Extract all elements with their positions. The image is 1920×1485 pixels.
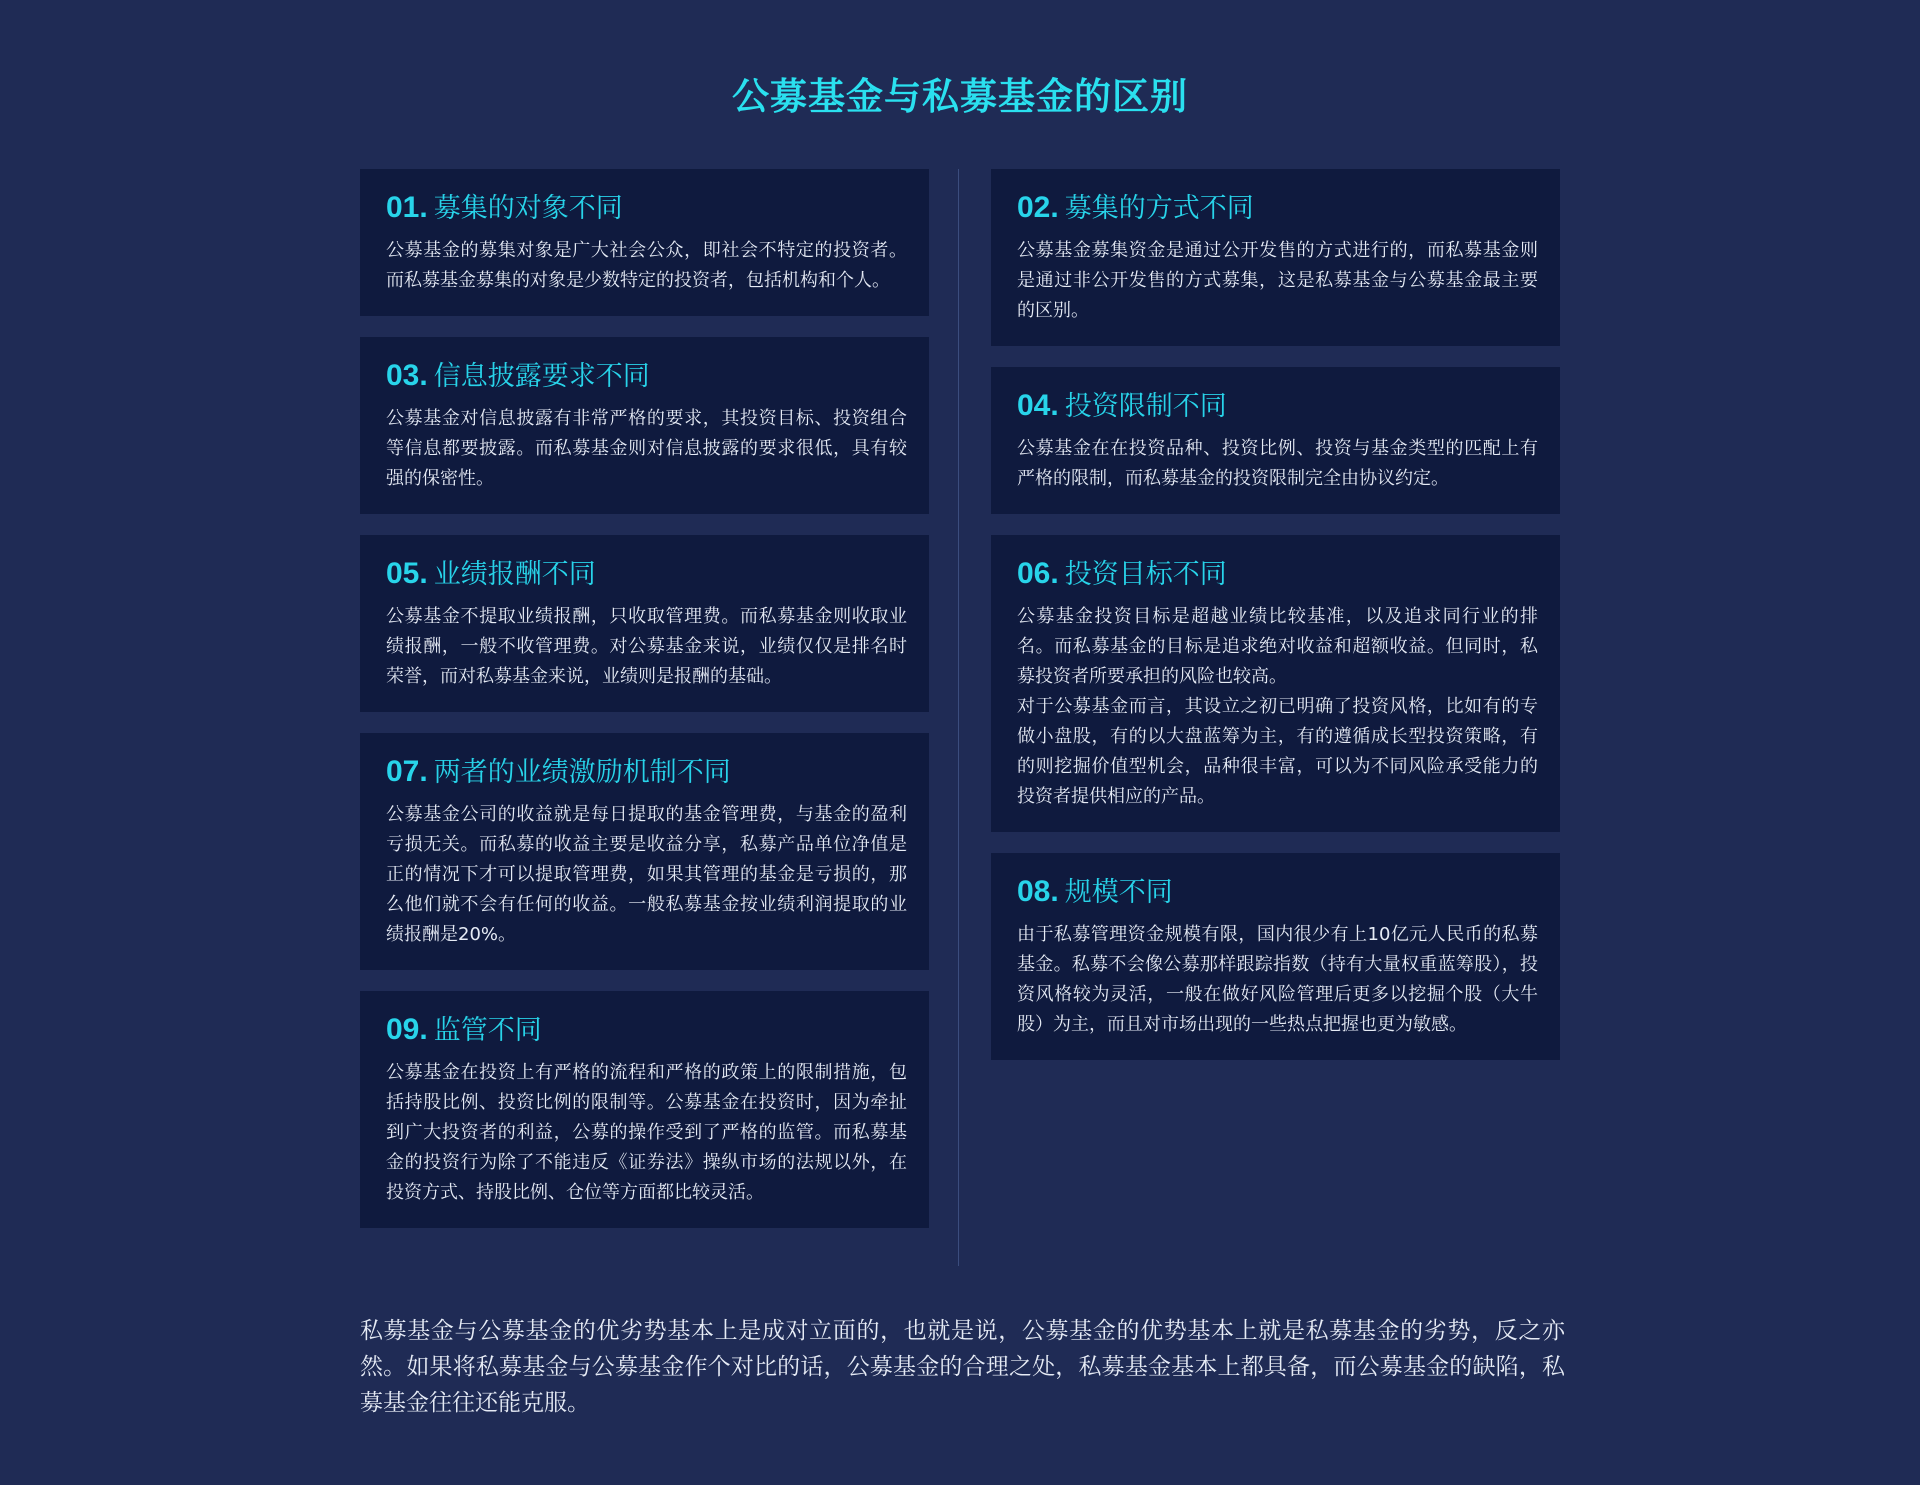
card-number: 07.: [386, 755, 428, 788]
card-title: 投资限制不同: [1064, 391, 1227, 422]
card-number: 05.: [386, 557, 428, 590]
card-title: 两者的业绩激励机制不同: [433, 757, 731, 788]
card-title: 募集的方式不同: [1064, 193, 1254, 224]
card-text: 由于私募管理资金规模有限，国内很少有上10亿元人民币的私募基金。私募不会像公募那样跟踪指数（持有大量权重蓝筹股），投资风格较为灵活，一般在做好风险管理后更多以挖掘个股（大牛股）为主，而且对市场出现的一些热点把握也更为敏感。: [1017, 924, 1538, 1035]
card-heading: [1017, 389, 1538, 424]
left-column: [360, 169, 929, 1249]
card-heading: [386, 1013, 907, 1048]
card-text: 公募基金不提取业绩报酬，只收取管理费。而私募基金则收取业绩报酬，一般不收管理费。对公募基金来说，业绩仅仅是排名时荣誉，而对私募基金来说，业绩则是报酬的基础。: [386, 606, 907, 687]
card-heading: [1017, 557, 1538, 592]
card-heading: [386, 557, 907, 592]
summary-paragraph: 私募基金与公募基金的优劣势基本上是成对立面的，也就是说，公募基金的优势基本上就是私募基金的劣势，反之亦然。如果将私募基金与公募基金作个对比的话，公募基金的合理之处，私募基金基本上都具备，而公募基金的缺陷，私募基金往往还能克服。: [360, 1318, 1565, 1416]
card-text: 公募基金公司的收益就是每日提取的基金管理费，与基金的盈利亏损无关。而私募的收益主要是收益分享，私募产品单位净值是正的情况下才可以提取管理费，如果其管理的基金是亏损的，那么他们就不会有任何的收益。一般私募基金按业绩利润提取的业绩报酬是20%。: [386, 804, 907, 945]
card-number: 09.: [386, 1013, 428, 1046]
card-title: 投资目标不同: [1064, 559, 1227, 590]
card-05: [360, 535, 929, 712]
card-number: 03.: [386, 359, 428, 392]
card-04: [991, 367, 1560, 514]
right-column: [991, 169, 1560, 1081]
card-title: 监管不同: [433, 1015, 542, 1046]
card-number: 04.: [1017, 389, 1059, 422]
card-02: [991, 169, 1560, 346]
card-number: 08.: [1017, 875, 1059, 908]
column-divider: [958, 169, 959, 1266]
page-title: 公募基金与私募基金的区别: [732, 75, 1188, 118]
card-title: 募集的对象不同: [433, 193, 623, 224]
card-number: 06.: [1017, 557, 1059, 590]
card-title: 规模不同: [1064, 877, 1173, 908]
card-07: [360, 733, 929, 970]
card-heading: [386, 755, 907, 790]
card-text: 公募基金的募集对象是广大社会公众，即社会不特定的投资者。而私募基金募集的对象是少数特定的投资者，包括机构和个人。: [386, 240, 907, 291]
card-06: [991, 535, 1560, 832]
card-number: 01.: [386, 191, 428, 224]
card-title: 信息披露要求不同: [433, 361, 650, 392]
card-09: [360, 991, 929, 1228]
card-text: 公募基金募集资金是通过公开发售的方式进行的，而私募基金则是通过非公开发售的方式募集，这是私募基金与公募基金最主要的区别。: [1017, 240, 1538, 321]
card-number: 02.: [1017, 191, 1059, 224]
card-08: [991, 853, 1560, 1060]
card-text: 公募基金投资目标是超越业绩比较基准，以及追求同行业的排名。而私募基金的目标是追求绝对收益和超额收益。但同时，私募投资者所要承担的风险也较高。 对于公募基金而言，其设立之初已明确了投资风格，比如有的专做小盘股，有的以大盘蓝筹为主，有的遵循成长型投资策略，有的则挖掘价值型机会，品种很丰富，可以为不同风险承受能力的投资者提供相应的产品。: [1017, 606, 1538, 807]
card-03: [360, 337, 929, 514]
card-01: [360, 169, 929, 316]
card-heading: [386, 359, 907, 394]
card-heading: [386, 191, 907, 226]
card-title: 业绩报酬不同: [433, 559, 596, 590]
card-text: 公募基金对信息披露有非常严格的要求，其投资目标、投资组合等信息都要披露。而私募基金则对信息披露的要求很低，具有较强的保密性。: [386, 408, 907, 489]
card-heading: [1017, 875, 1538, 910]
card-text: 公募基金在投资上有严格的流程和严格的政策上的限制措施，包括持股比例、投资比例的限制等。公募基金在投资时，因为牵扯到广大投资者的利益，公募的操作受到了严格的监管。而私募基金的投资行为除了不能违反《证券法》操纵市场的法规以外，在投资方式、持股比例、仓位等方面都比较灵活。: [386, 1062, 907, 1203]
card-text: 公募基金在在投资品种、投资比例、投资与基金类型的匹配上有严格的限制，而私募基金的投资限制完全由协议约定。: [1017, 438, 1538, 489]
card-heading: [1017, 191, 1538, 226]
